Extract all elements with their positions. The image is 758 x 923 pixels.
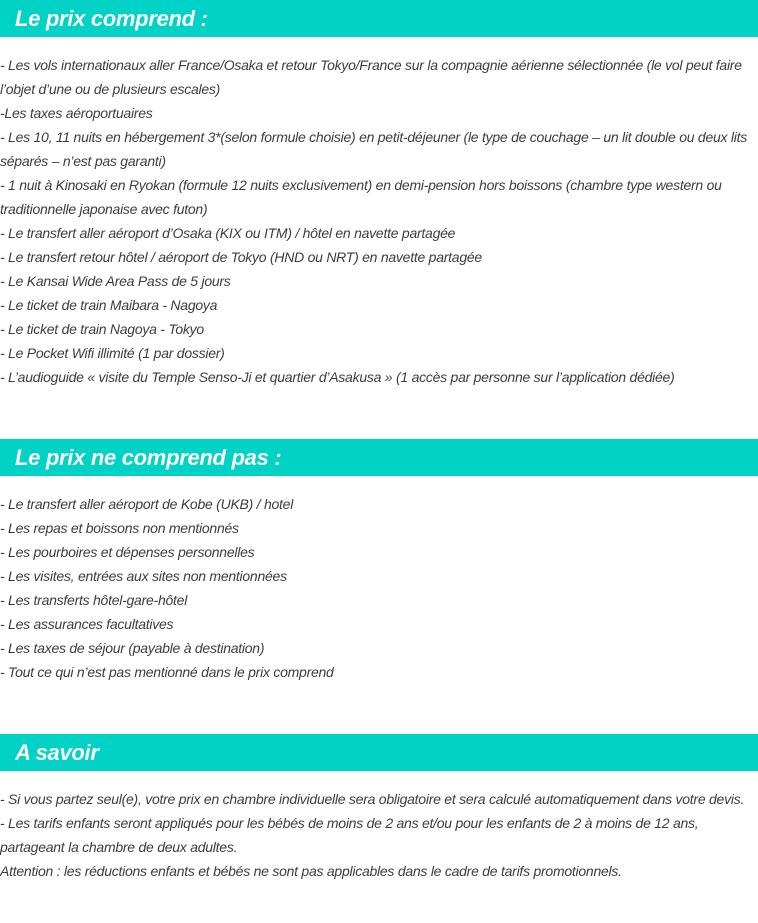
- list-item: - 1 nuit à Kinosaki en Ryokan (formule 12 nuits exclusivement) en demi-pension hors boissons (chambre type western ou traditionnelle japonaise avec futon): [0, 177, 722, 217]
- list-item: - Le transfert aller aéroport de Kobe (UKB) / hotel: [0, 496, 294, 512]
- list-item: -Les taxes aéroportuaires: [0, 105, 153, 121]
- list-item: - Le Pocket Wifi illimité (1 par dossier): [0, 345, 225, 361]
- list-item: - Les assurances facultatives: [0, 616, 174, 632]
- list-item: - Si vous partez seul(e), votre prix en chambre individuelle sera obligatoire et sera calculé automatiquement dans votre devis.: [0, 791, 745, 807]
- list-item: - Les repas et boissons non mentionnés: [0, 520, 239, 536]
- list-item: - Le ticket de train Nagoya - Tokyo: [0, 321, 204, 337]
- list-item: - Les pourboires et dépenses personnelles: [0, 544, 255, 560]
- list-item: - Les 10, 11 nuits en hébergement 3*(selon formule choisie) en petit-déjeuner (le type de couchage – un lit double ou deux lits séparés – n’est pas garanti): [0, 129, 748, 169]
- list-item: - Les taxes de séjour (payable à destination): [0, 640, 265, 656]
- list-item: - Les tarifs enfants seront appliqués pour les bébés de moins de 2 ans et/ou pour les enfants de 2 à moins de 12 ans, partageant la chambre de deux adultes.: [0, 815, 699, 855]
- section-title-price-excludes: Le prix ne comprend pas :: [0, 439, 758, 476]
- list-item: - Le ticket de train Maibara - Nagoya: [0, 297, 218, 313]
- list-item: Attention : les réductions enfants et bébés ne sont pas applicables dans le cadre de tarifs promotionnels.: [0, 863, 622, 879]
- list-item: - Les visites, entrées aux sites non mentionnées: [0, 568, 287, 584]
- list-item: - Le Kansai Wide Area Pass de 5 jours: [0, 273, 231, 289]
- list-price-excludes: [0, 492, 758, 684]
- section-price-excludes: [0, 439, 758, 684]
- section-title-good-to-know: A savoir: [0, 734, 758, 771]
- section-price-includes: [0, 0, 758, 389]
- list-item: - L’audioguide « visite du Temple Senso-Ji et quartier d’Asakusa » (1 accès par personne sur l’application dédiée): [0, 369, 675, 385]
- section-title-price-includes: Le prix comprend :: [0, 0, 758, 37]
- list-item: - Les transferts hôtel-gare-hôtel: [0, 592, 188, 608]
- list-item: - Les vols internationaux aller France/Osaka et retour Tokyo/France sur la compagnie aérienne sélectionnée (le vol peut faire l’objet d’une ou de plusieurs escales): [0, 57, 742, 97]
- list-item: - Tout ce qui n’est pas mentionné dans le prix comprend: [0, 664, 334, 680]
- list-item: - Le transfert aller aéroport d’Osaka (KIX ou ITM) / hôtel en navette partagée: [0, 225, 456, 241]
- list-good-to-know: [0, 787, 758, 883]
- list-item: - Le transfert retour hôtel / aéroport de Tokyo (HND ou NRT) en navette partagée: [0, 249, 482, 265]
- list-price-includes: [0, 53, 758, 389]
- section-good-to-know: [0, 734, 758, 883]
